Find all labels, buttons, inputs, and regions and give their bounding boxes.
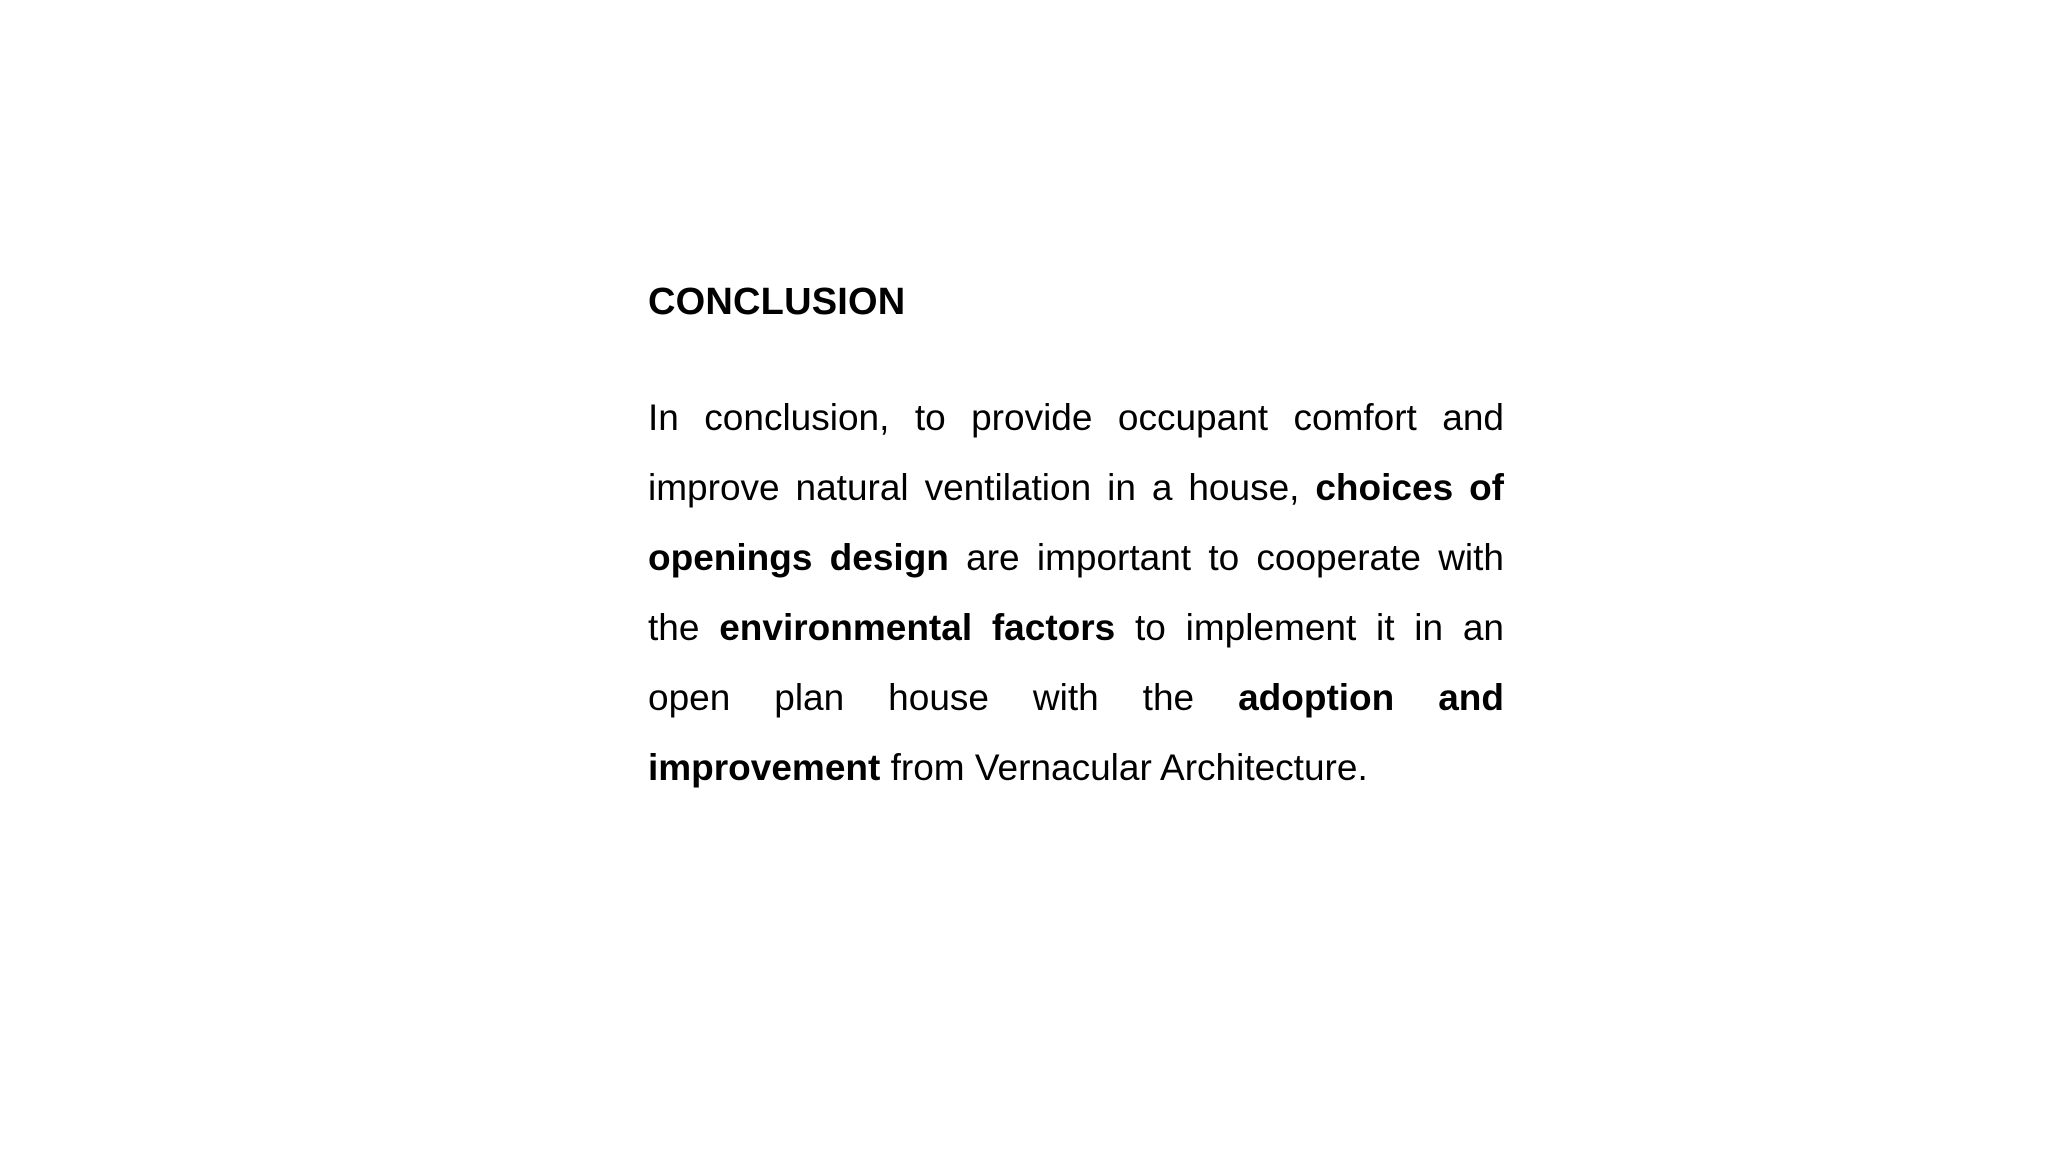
paragraph-emphasis: environmental factors [719, 607, 1116, 648]
paragraph-text: to implement it in an open plan house with the [648, 607, 1504, 718]
slide-heading: CONCLUSION [648, 281, 906, 323]
paragraph-text: from Vernacular Architecture. [880, 747, 1368, 788]
paragraph-text: are important to cooperate with the [648, 537, 1504, 648]
paragraph-emphasis: choices of openings design [648, 467, 1504, 578]
paragraph-emphasis: adoption and improvement [648, 677, 1504, 788]
slide-content [648, 272, 1504, 803]
paragraph-text: In conclusion, to provide occupant comfort and improve natural ventilation in a house, [648, 397, 1504, 508]
conclusion-paragraph [648, 383, 1504, 803]
